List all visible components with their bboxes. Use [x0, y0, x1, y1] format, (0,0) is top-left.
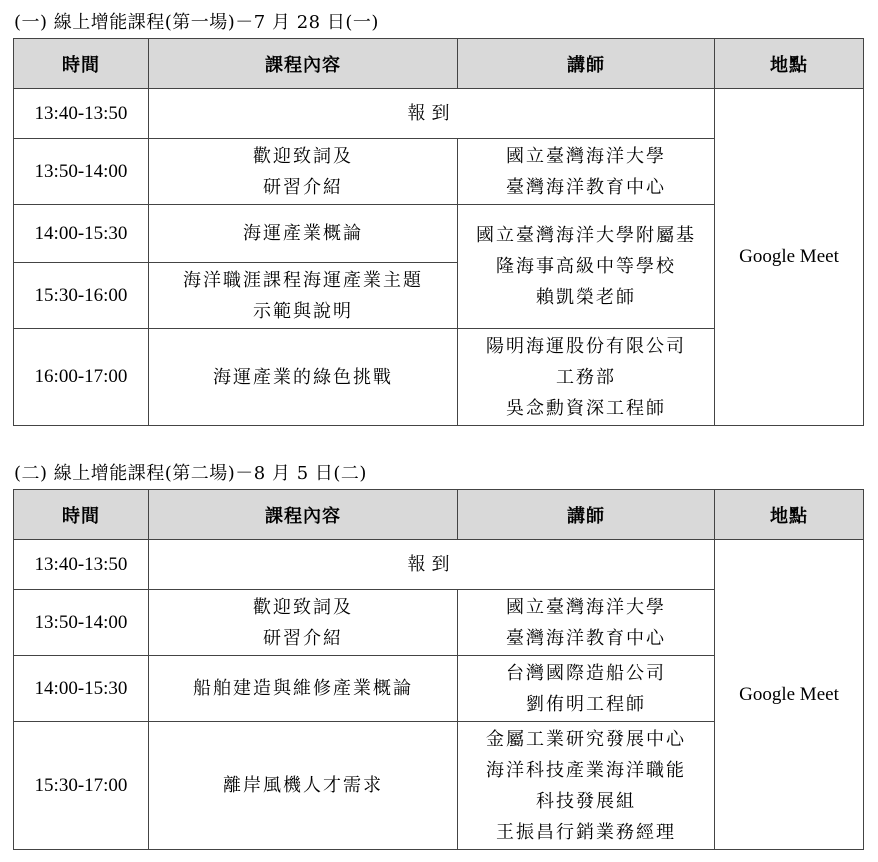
- content-line: 示範與說明: [253, 300, 353, 322]
- instructor-line: 海洋科技產業海洋職能: [486, 759, 686, 781]
- table-row: [14, 89, 864, 139]
- session-1-schedule-table: [13, 38, 864, 426]
- content-cell: [149, 656, 458, 722]
- content-line: 海洋職涯課程海運產業主題: [183, 269, 423, 291]
- time-cell: 13:50-14:00: [14, 590, 149, 656]
- content-line: 研習介紹: [263, 627, 343, 649]
- time-cell: 13:40-13:50: [14, 540, 149, 590]
- content-line: 歡迎致詞及: [253, 145, 353, 167]
- session-2-schedule-table: [13, 489, 864, 850]
- content-line: 研習介紹: [263, 176, 343, 198]
- content-cell: [149, 590, 458, 656]
- header-time: 時間: [14, 490, 149, 540]
- time-cell: 15:30-17:00: [14, 722, 149, 850]
- venue-cell: Google Meet: [715, 540, 864, 850]
- instructor-line: 工務部: [556, 366, 616, 388]
- instructor-line: 賴凱榮老師: [536, 287, 636, 308]
- instructor-cell: [458, 139, 715, 205]
- header-time: 時間: [14, 39, 149, 89]
- content-line: 海運產業概論: [243, 223, 363, 244]
- instructor-line: 科技發展組: [536, 790, 636, 812]
- time-cell: 14:00-15:30: [14, 205, 149, 263]
- venue-cell: Google Meet: [715, 89, 864, 426]
- checkin-cell: [149, 89, 715, 139]
- instructor-cell: [458, 329, 715, 426]
- instructor-line: 吳念勳資深工程師: [506, 397, 666, 419]
- instructor-line: 國立臺灣海洋大學: [506, 145, 666, 167]
- time-cell: 13:50-14:00: [14, 139, 149, 205]
- instructor-line: 陽明海運股份有限公司: [486, 335, 686, 357]
- checkin-label: 報到: [407, 554, 456, 575]
- instructor-line: 國立臺灣海洋大學: [506, 596, 666, 618]
- instructor-line: 王振昌行銷業務經理: [496, 821, 676, 843]
- content-line: 海運產業的綠色挑戰: [213, 366, 393, 388]
- content-cell: [149, 139, 458, 205]
- time-cell: 13:40-13:50: [14, 89, 149, 139]
- table-header-row: [14, 490, 864, 540]
- time-cell: 16:00-17:00: [14, 329, 149, 426]
- content-line: 船舶建造與維修產業概論: [193, 678, 413, 699]
- time-cell: 15:30-16:00: [14, 263, 149, 329]
- instructor-line: 台灣國際造船公司: [506, 662, 666, 684]
- header-venue: 地點: [715, 39, 864, 89]
- session-1-title: (一) 線上增能課程(第一場)－7 月 28 日(一): [14, 12, 379, 33]
- table-row: [14, 540, 864, 590]
- instructor-cell: [458, 590, 715, 656]
- table-header-row: [14, 39, 864, 89]
- header-content: 課程內容: [149, 39, 458, 89]
- instructor-cell: [458, 722, 715, 850]
- instructor-line: 金屬工業研究發展中心: [486, 728, 686, 750]
- instructor-cell: [458, 205, 715, 329]
- content-cell: [149, 205, 458, 263]
- instructor-line: 臺灣海洋教育中心: [506, 627, 666, 649]
- header-instructor: 講師: [458, 39, 715, 89]
- instructor-line: 劉侑明工程師: [526, 693, 646, 715]
- session-2-title: (二) 線上增能課程(第二場)－8 月 5 日(二): [14, 463, 367, 484]
- instructor-line: 臺灣海洋教育中心: [506, 176, 666, 198]
- content-line: 歡迎致詞及: [253, 596, 353, 618]
- instructor-line: 國立臺灣海洋大學附屬基: [476, 225, 696, 246]
- header-instructor: 講師: [458, 490, 715, 540]
- header-content: 課程內容: [149, 490, 458, 540]
- content-cell: [149, 329, 458, 426]
- time-cell: 14:00-15:30: [14, 656, 149, 722]
- checkin-label: 報到: [407, 103, 456, 124]
- content-cell: [149, 722, 458, 850]
- instructor-line: 隆海事高級中等學校: [496, 256, 676, 277]
- content-line: 離岸風機人才需求: [223, 775, 383, 796]
- checkin-cell: [149, 540, 715, 590]
- content-cell: [149, 263, 458, 329]
- instructor-cell: [458, 656, 715, 722]
- header-venue: 地點: [715, 490, 864, 540]
